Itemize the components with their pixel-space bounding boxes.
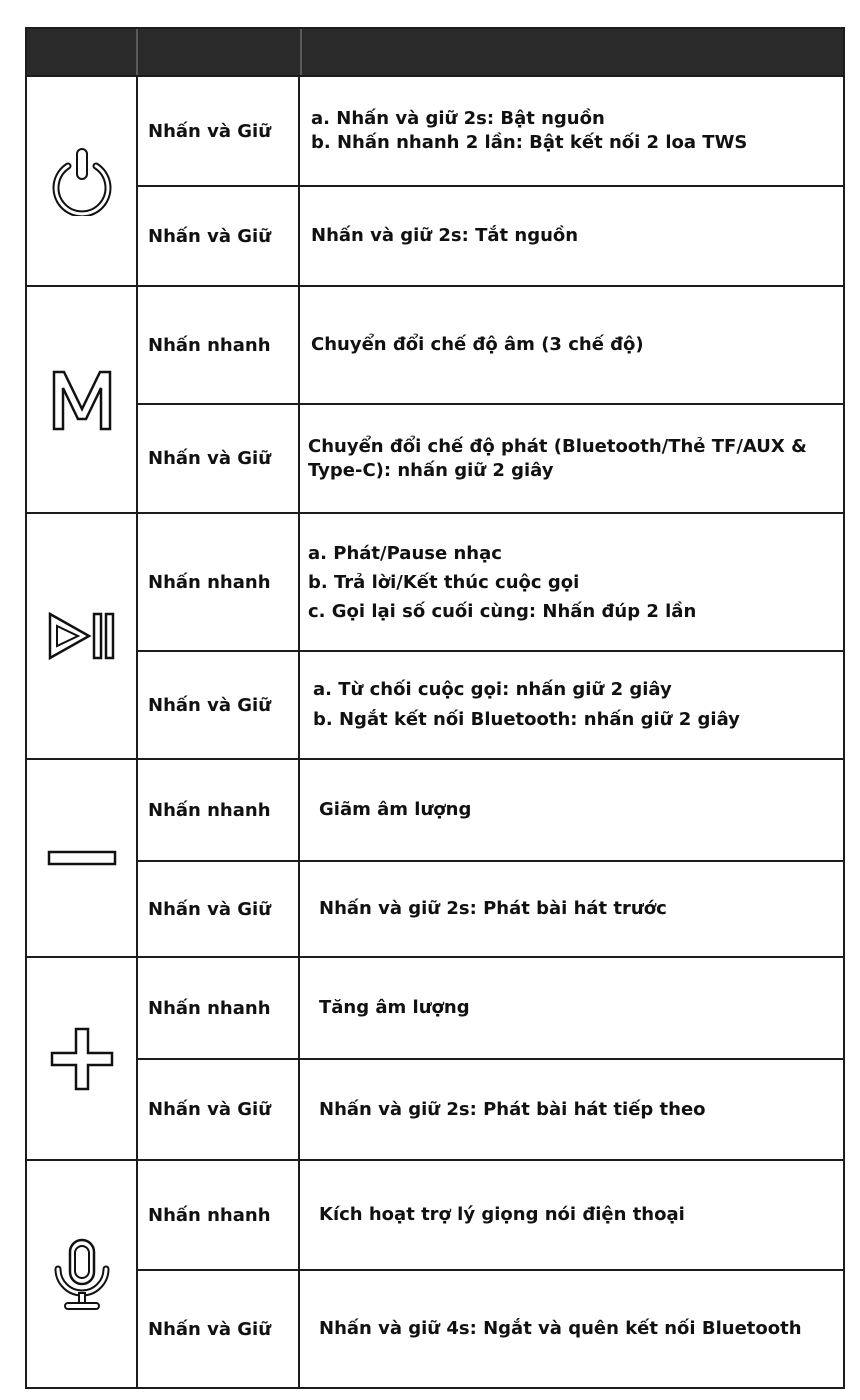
action-cell: Nhấn và Giữ <box>138 187 300 285</box>
description-line: Chuyển đổi chế độ âm (3 chế độ) <box>311 334 644 355</box>
description-cell <box>300 1161 843 1269</box>
power-icon <box>49 146 115 216</box>
description-cell <box>300 405 843 512</box>
description-line: b. Ngắt kết nối Bluetooth: nhấn giữ 2 giây <box>313 709 740 730</box>
description-cell <box>300 760 843 860</box>
action-cell: Nhấn và Giữ <box>138 405 300 512</box>
action-cell: Nhấn nhanh <box>138 514 300 650</box>
description-cell <box>300 287 843 403</box>
description-line: b. Trả lời/Kết thúc cuộc gọi <box>308 571 580 593</box>
description-line: Tăng âm lượng <box>319 997 470 1018</box>
table-row <box>138 1060 843 1159</box>
description-line: Nhấn và giữ 2s: Phát bài hát tiếp theo <box>319 1098 706 1120</box>
table-row <box>138 652 843 758</box>
description-line: a. Từ chối cuộc gọi: nhấn giữ 2 giây <box>313 679 672 700</box>
description-cell <box>300 1060 843 1159</box>
description-line: Chuyển đổi chế độ phát (Bluetooth/Thẻ TF/AUX & <box>308 435 807 457</box>
table-row <box>138 187 843 285</box>
description-line: c. Gọi lại số cuối cùng: Nhấn đúp 2 lần <box>308 600 697 622</box>
play-pause-icon <box>47 611 117 661</box>
description-cell <box>300 514 843 650</box>
table-row <box>138 405 843 512</box>
table-row <box>138 862 843 956</box>
description-cell <box>300 652 843 758</box>
action-cell: Nhấn nhanh <box>138 760 300 860</box>
table-group-voice-assistant <box>27 1161 843 1387</box>
table-group-volume-up <box>27 958 843 1161</box>
table-row <box>138 77 843 187</box>
table-group-power <box>27 77 843 287</box>
description-line: Giãm âm lượng <box>319 799 472 820</box>
table-group-mode <box>27 287 843 514</box>
description-line: a. Nhấn và giữ 2s: Bật nguồn <box>311 108 605 129</box>
description-cell <box>300 187 843 285</box>
table-row <box>138 1271 843 1387</box>
icon-cell <box>27 77 138 285</box>
description-line: a. Phát/Pause nhạc <box>308 542 502 564</box>
description-line: Nhấn và giữ 2s: Tắt nguồn <box>311 225 579 246</box>
description-cell <box>300 958 843 1058</box>
action-cell: Nhấn và Giữ <box>138 77 300 185</box>
description-line: Nhấn và giữ 4s: Ngắt và quên kết nối Bluetooth <box>319 1318 802 1339</box>
minus-icon <box>47 850 117 866</box>
mode-m-icon <box>51 369 113 431</box>
description-line: b. Nhấn nhanh 2 lần: Bật kết nối 2 loa TWS <box>311 132 748 153</box>
table-header <box>27 29 843 77</box>
action-cell: Nhấn và Giữ <box>138 1060 300 1159</box>
action-cell: Nhấn nhanh <box>138 958 300 1058</box>
icon-cell <box>27 287 138 512</box>
action-cell: Nhấn và Giữ <box>138 652 300 758</box>
icon-cell <box>27 1161 138 1387</box>
action-cell: Nhấn nhanh <box>138 287 300 403</box>
action-cell: Nhấn nhanh <box>138 1161 300 1269</box>
description-line: Nhấn và giữ 2s: Phát bài hát trước <box>319 898 667 919</box>
header-cell <box>302 29 843 75</box>
icon-cell <box>27 514 138 758</box>
plus-icon <box>49 1026 115 1092</box>
description-cell <box>300 1271 843 1387</box>
table-row <box>138 760 843 862</box>
table-group-volume-down <box>27 760 843 958</box>
description-cell <box>300 77 843 185</box>
action-cell: Nhấn và Giữ <box>138 862 300 956</box>
icon-cell <box>27 958 138 1159</box>
icon-cell <box>27 760 138 956</box>
table-row <box>138 287 843 405</box>
button-function-table <box>25 27 845 1389</box>
table-group-play-pause <box>27 514 843 760</box>
microphone-icon <box>50 1237 114 1311</box>
table-row <box>138 1161 843 1271</box>
table-row <box>138 958 843 1060</box>
description-line: Kích hoạt trợ lý giọng nói điện thoại <box>319 1204 685 1225</box>
description-cell <box>300 862 843 956</box>
action-cell: Nhấn và Giữ <box>138 1271 300 1387</box>
description-line: Type-C): nhấn giữ 2 giây <box>308 459 554 481</box>
header-cell <box>27 29 138 75</box>
table-row <box>138 514 843 652</box>
header-cell <box>138 29 302 75</box>
